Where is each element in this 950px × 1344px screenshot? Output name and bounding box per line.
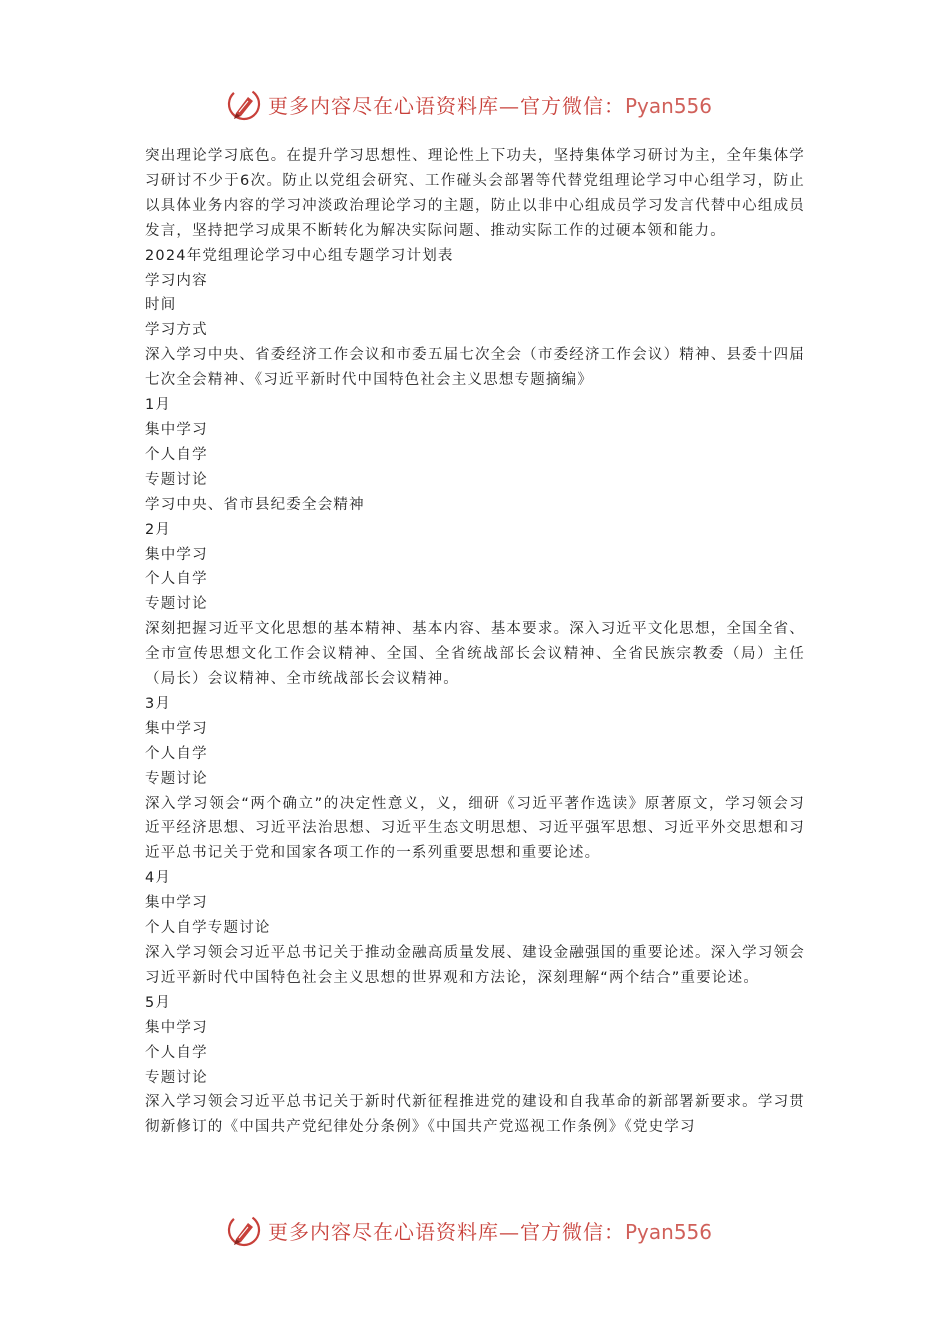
row-method: 专题讨论 (145, 471, 208, 488)
row-method: 集中学习 (145, 546, 208, 563)
row-method: 集中学习 (145, 720, 208, 737)
row-method: 个人自学专题讨论 (145, 920, 271, 937)
row-content: 学习中央、省市县纪委全会精神 (145, 496, 365, 513)
footer-wechat-id: Pyan556 (625, 1219, 713, 1244)
row-method: 集中学习 (145, 1019, 208, 1036)
row-method: 个人自学 (145, 571, 208, 588)
row-method: 集中学习 (145, 895, 208, 912)
table-header-time: 时间 (145, 297, 177, 314)
row-content: 深入学习中央、省委经济工作会议和市委五届七次全会（市委经济工作会议）精神、县委十四届七次全会精神、《习近平新时代中国特色社会主义思想专题摘编》 (145, 347, 805, 389)
row-month: 1月 (145, 397, 172, 414)
intro-paragraph: 突出理论学习底色。在提升学习思想性、理论性上下功夫，坚持集体学习研讨为主，全年集体学习研讨不少于6次。防止以党组会研究、工作碰头会部署等代替党组理论学习中心组学习，防止以具体业务内容的学习冲淡政治理论学习的主题，防止以非中心组成员学习发言代替中心组成员发言，坚持把学习成果不断转化为解决实际问题、推动实际工作的过硬本领和能力。 (145, 148, 805, 239)
header-watermark (226, 84, 726, 124)
row-month: 3月 (145, 695, 172, 712)
row-method: 专题讨论 (145, 596, 208, 613)
row-method: 个人自学 (145, 446, 208, 463)
row-month: 4月 (145, 870, 172, 887)
row-method: 个人自学 (145, 1044, 208, 1061)
footer-watermark-text: 更多内容尽在心语资料库—官方微信：Pyan556 (268, 1219, 713, 1244)
row-content: 深入学习领会习近平总书记关于新时代新征程推进党的建设和自我革命的新部署新要求。学习贯彻新修订的《中国共产党纪律处分条例》《中国共产党巡视工作条例》《党史学习 (145, 1094, 805, 1136)
row-content: 深刻把握习近平文化思想的基本精神、基本内容、基本要求。深入习近平文化思想，全国全省、全市宣传思想文化工作会议精神、全国、全省统战部长会议精神、全省民族宗教委（局）主任（局长）会议精神、全市统战部长会议精神。 (145, 621, 805, 688)
fountain-pen-logo-icon (226, 1212, 262, 1248)
row-content: 深入学习领会习近平总书记关于推动金融高质量发展、建设金融强国的重要论述。深入学习领会习近平新时代中国特色社会主义思想的世界观和方法论，深刻理解“两个结合”重要论述。 (145, 945, 805, 986)
row-content: 深入学习领会“两个确立”的决定性意义，义，细研《习近平著作选读》原著原文，学习领会习近平经济思想、习近平法治思想、习近平生态文明思想、习近平强军思想、习近平外交思想和习近平总书记关于党和国家各项工作的一系列重要思想和重要论述。 (145, 795, 805, 862)
row-month: 5月 (145, 994, 172, 1011)
footer-watermark (226, 1210, 726, 1250)
header-wechat-id: Pyan556 (625, 93, 713, 118)
row-method: 专题讨论 (145, 1069, 208, 1086)
row-method: 专题讨论 (145, 770, 208, 787)
header-watermark-text: 更多内容尽在心语资料库—官方微信：Pyan556 (268, 93, 713, 118)
row-method: 集中学习 (145, 421, 208, 438)
table-header-content: 学习内容 (145, 272, 208, 289)
table-header-method: 学习方式 (145, 322, 208, 339)
row-method: 个人自学 (145, 745, 208, 762)
document-body (145, 144, 805, 1140)
fountain-pen-logo-icon (226, 86, 262, 122)
plan-title: 2024年党组理论学习中心组专题学习计划表 (145, 247, 454, 264)
row-month: 2月 (145, 521, 172, 538)
